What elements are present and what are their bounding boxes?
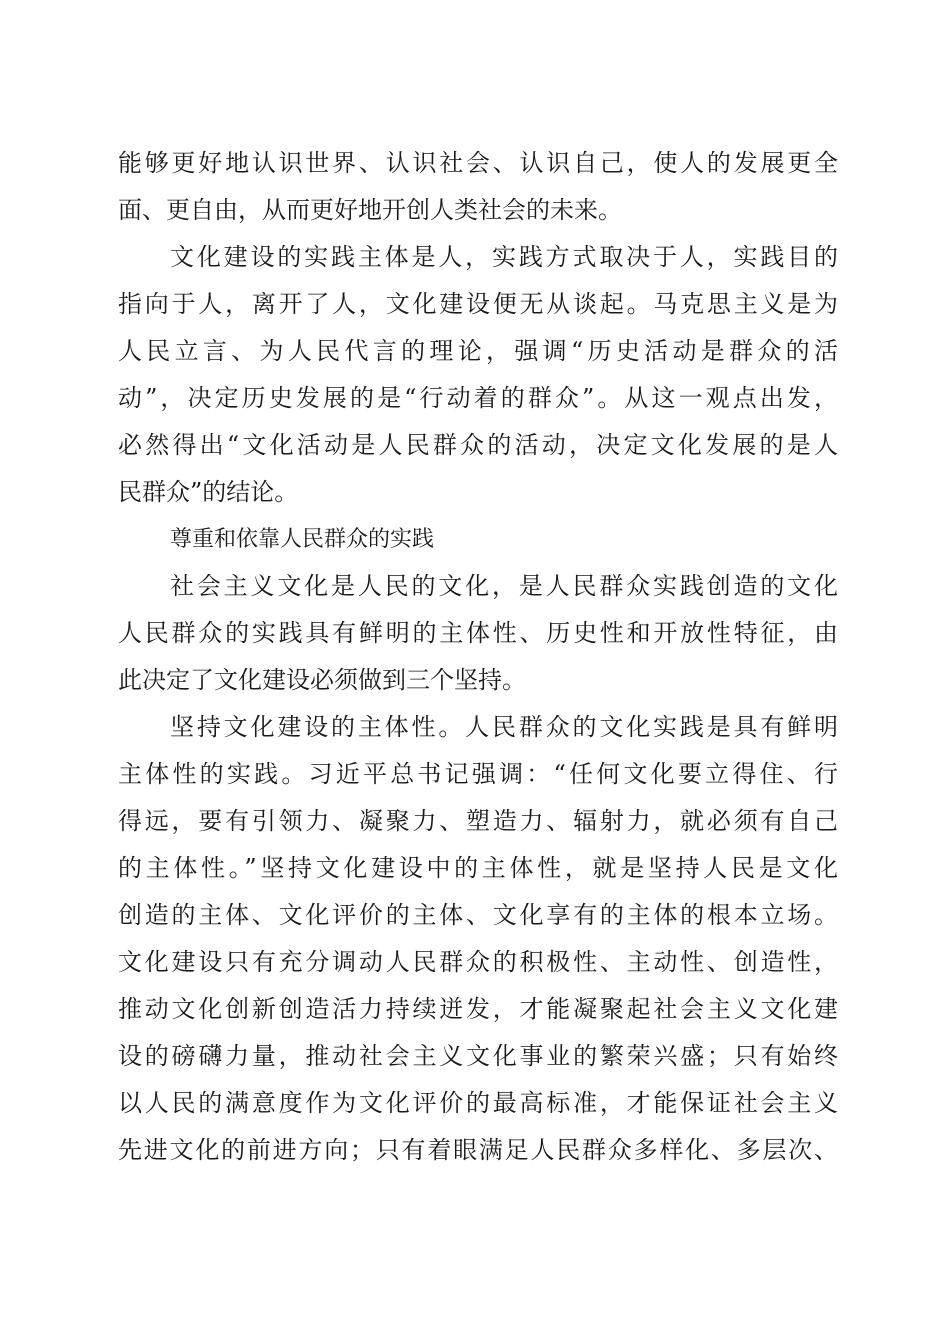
text-line: 得远，要有引领力、凝聚力、塑造力、辐射力，就必须有自己 xyxy=(118,807,838,835)
text-line: 的主体性。”坚持文化建设中的主体性，就是坚持人民是文化 xyxy=(118,854,838,882)
text-line: 先进文化的前进方向；只有着眼满足人民群众多样化、多层次、 xyxy=(118,1136,838,1164)
text-line: 民群众”的结论。 xyxy=(118,478,299,506)
text-line: 坚持文化建设的主体性。人民群众的文化实践是具有鲜明 xyxy=(170,713,838,741)
text-line: 必然得出“文化活动是人民群众的活动，决定文化发展的是人 xyxy=(118,431,838,459)
text-line: 动”，决定历史发展的是“行动着的群众”。从这一观点出发， xyxy=(118,384,838,412)
text-line: 能够更好地认识世界、认识社会、认识自己，使人的发展更全 xyxy=(118,149,838,177)
text-line: 文化建设的实践主体是人，实践方式取决于人，实践目的 xyxy=(170,243,838,271)
document-page xyxy=(118,140,838,1174)
text-line: 此决定了文化建设必须做到三个坚持。 xyxy=(118,666,526,694)
paragraph-2 xyxy=(118,234,838,516)
section-heading-text: 尊重和依靠人民群众的实践 xyxy=(170,527,435,552)
text-line: 设的磅礴力量，推动社会主义文化事业的繁荣兴盛；只有始终 xyxy=(118,1042,838,1070)
text-line: 创造的主体、文化评价的主体、文化享有的主体的根本立场。 xyxy=(118,901,838,929)
text-line: 面、更自由，从而更好地开创人类社会的未来。 xyxy=(118,196,622,224)
text-line: 文化建设只有充分调动人民群众的积极性、主动性、创造性， xyxy=(118,948,838,976)
text-line: 主体性的实践。习近平总书记强调：“任何文化要立得住、行 xyxy=(118,760,838,788)
text-line: 推动文化创新创造活力持续迸发，才能凝聚起社会主义文化建 xyxy=(118,995,838,1023)
section-heading xyxy=(118,516,838,563)
paragraph-1 xyxy=(118,140,838,234)
text-line: 社会主义文化是人民的文化，是人民群众实践创造的文化 xyxy=(170,572,838,600)
paragraph-3 xyxy=(118,563,838,704)
text-line: 以人民的满意度作为文化评价的最高标准，才能保证社会主义 xyxy=(118,1089,838,1117)
text-line: 指向于人，离开了人，文化建设便无从谈起。马克思主义是为 xyxy=(118,290,838,318)
text-line: 人民立言、为人民代言的理论，强调“历史活动是群众的活 xyxy=(118,337,838,365)
paragraph-4 xyxy=(118,704,838,1174)
text-line: 人民群众的实践具有鲜明的主体性、历史性和开放性特征，由 xyxy=(118,619,838,647)
